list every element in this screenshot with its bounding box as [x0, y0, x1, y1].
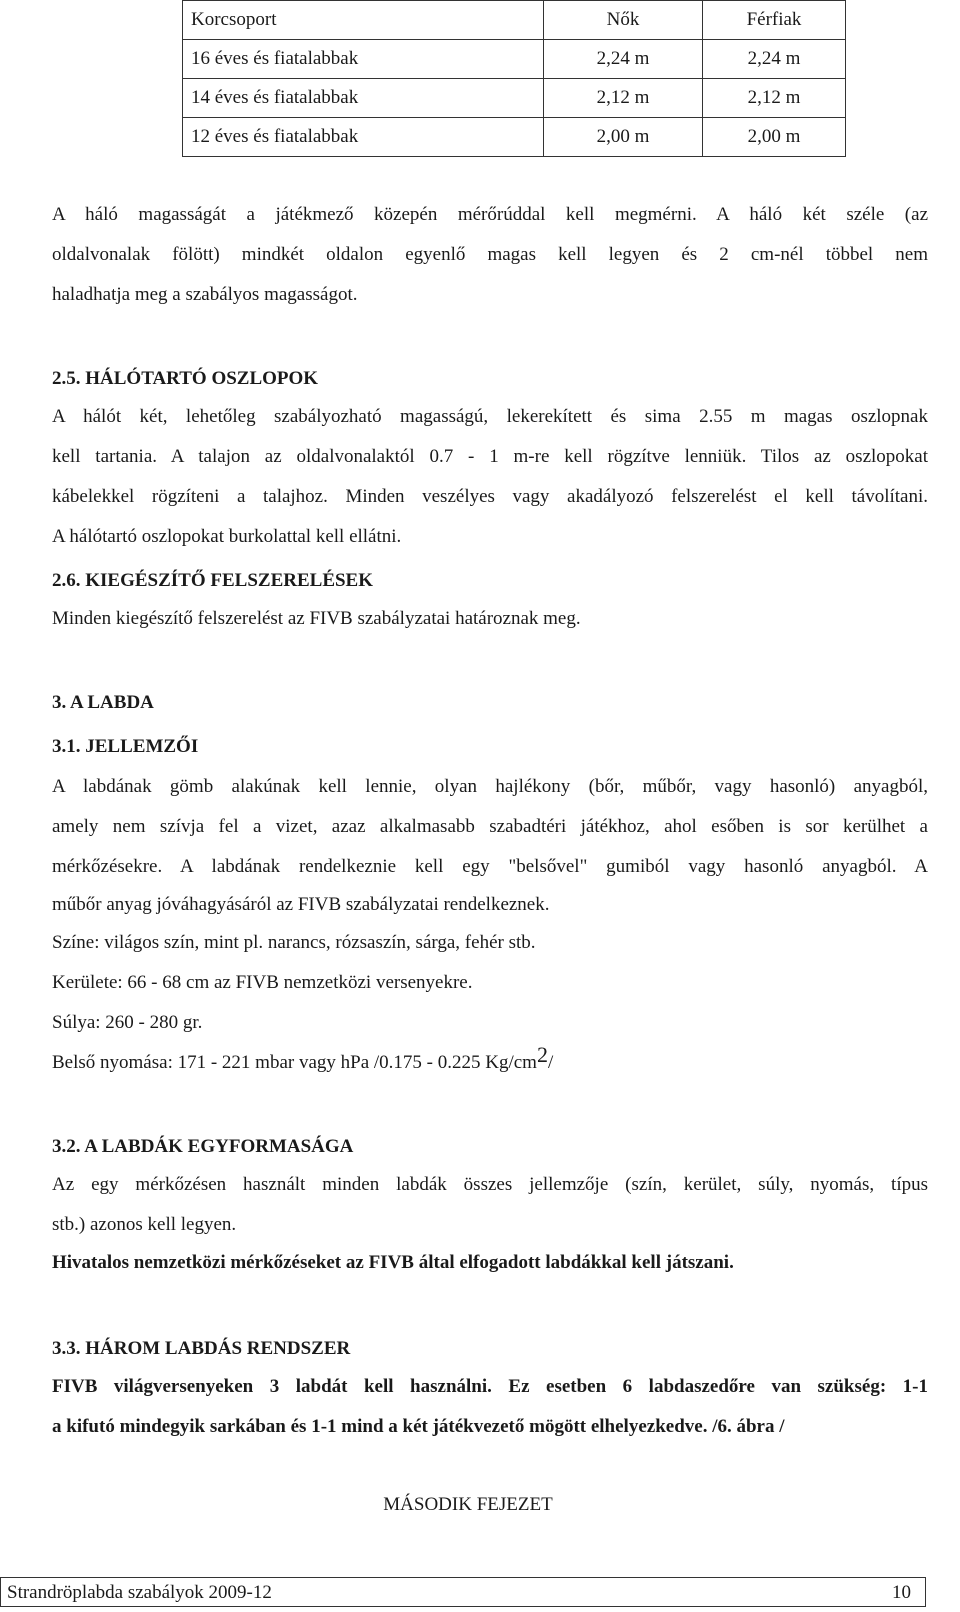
bold-paragraph-line: a kifutó mindegyik sarkában és 1-1 mind a két játékvezető mögött elhelyezkedve. /6. ábra / [52, 1416, 785, 1437]
section-heading: 3.2. A LABDÁK EGYFORMASÁGA [52, 1136, 354, 1157]
table-cell: 2,24 m [703, 40, 846, 79]
table-cell: 2,00 m [544, 118, 703, 157]
ball-color-line: Színe: világos szín, mint pl. narancs, rózsaszín, sárga, fehér stb. [52, 932, 536, 953]
bold-paragraph-line: Hivatalos nemzetközi mérkőzéseket az FIVB által elfogadott labdákkal kell játszani. [52, 1252, 734, 1273]
paragraph-line: A hálótartó oszlopokat burkolattal kell ellátni. [52, 526, 402, 547]
paragraph-line: A háló magasságát a játékmező közepén mérőrúddal kell megmérni. A háló két széle (az [52, 204, 928, 225]
net-height-table [182, 0, 846, 157]
section-heading: 3.1. JELLEMZŐI [52, 736, 199, 757]
table-cell: 2,12 m [703, 79, 846, 118]
paragraph-line: oldalvonalak fölött) mindkét oldalon egyenlő magas kell legyen és 2 cm-nél többel nem [52, 244, 928, 265]
ball-pressure-text: Belső nyomása: 171 - 221 mbar vagy hPa /0.175 - 0.225 Kg/cm [52, 1052, 537, 1073]
paragraph-line: Az egy mérkőzésen használt minden labdák összes jellemzője (szín, kerület, súly, nyomás, típus [52, 1174, 928, 1195]
ball-pressure-superscript: 2 [536, 1042, 548, 1067]
chapter-title: MÁSODIK FEJEZET [383, 1494, 553, 1515]
table-header-cell: Korcsoport [183, 1, 544, 40]
paragraph-line: Minden kiegészítő felszerelést az FIVB szabályzatai határoznak meg. [52, 608, 581, 629]
table-cell: 12 éves és fiatalabbak [183, 118, 544, 157]
table-row [183, 79, 846, 118]
paragraph-line: amely nem szívja fel a vizet, azaz alkalmasabb szabadtéri játékhoz, ahol esőben is sor kerülhet a [52, 816, 928, 837]
page-number: 10 [892, 1582, 911, 1603]
section-heading: 3.3. HÁROM LABDÁS RENDSZER [52, 1338, 351, 1359]
page-footer [0, 1577, 926, 1607]
table-cell: 2,12 m [544, 79, 703, 118]
table-row [183, 118, 846, 157]
table-cell: 2,00 m [703, 118, 846, 157]
paragraph-line: A hálót két, lehetőleg szabályozható magasságú, lekerekített és sima 2.55 m magas oszlopnak [52, 406, 928, 427]
table-header-cell: Nők [544, 1, 703, 40]
table-cell: 16 éves és fiatalabbak [183, 40, 544, 79]
paragraph-line: mérkőzésekre. A labdának rendelkeznie kell egy "belsővel" gumiból vagy hasonló anyagból. A [52, 856, 928, 877]
section-heading: 2.5. HÁLÓTARTÓ OSZLOPOK [52, 368, 319, 389]
table-header-cell: Férfiak [703, 1, 846, 40]
section-heading: 3. A LABDA [52, 692, 154, 713]
paragraph-line: kábelekkel rögzíteni a talajhoz. Minden veszélyes vagy akadályozó felszerelést el kell távolítani. [52, 486, 928, 507]
table-header-row [183, 1, 846, 40]
paragraph-line: A labdának gömb alakúnak kell lennie, olyan hajlékony (bőr, műbőr, vagy hasonló) anyagból, [52, 776, 928, 797]
paragraph-line: műbőr anyag jóváhagyásáról az FIVB szabályzatai rendelkeznek. [52, 894, 550, 915]
ball-pressure-line [52, 1042, 554, 1074]
table-cell: 14 éves és fiatalabbak [183, 79, 544, 118]
ball-weight-line: Súlya: 260 - 280 gr. [52, 1012, 203, 1033]
table-cell: 2,24 m [544, 40, 703, 79]
bold-paragraph-line: FIVB világversenyeken 3 labdát kell használni. Ez esetben 6 labdaszedőre van szükség: 1-1 [52, 1376, 928, 1397]
ball-circumference-line: Kerülete: 66 - 68 cm az FIVB nemzetközi versenyekre. [52, 972, 473, 993]
paragraph-line: stb.) azonos kell legyen. [52, 1214, 237, 1235]
table-row [183, 40, 846, 79]
section-heading: 2.6. KIEGÉSZÍTŐ FELSZERELÉSEK [52, 570, 374, 591]
paragraph-line: kell tartania. A talajon az oldalvonalaktól 0.7 - 1 m-re kell rögzítve lenniük. Tilos az oszlopokat [52, 446, 928, 467]
document-title: Strandröplabda szabályok 2009-12 [7, 1582, 272, 1603]
ball-pressure-end: / [547, 1052, 554, 1073]
paragraph-line: haladhatja meg a szabályos magasságot. [52, 284, 358, 305]
